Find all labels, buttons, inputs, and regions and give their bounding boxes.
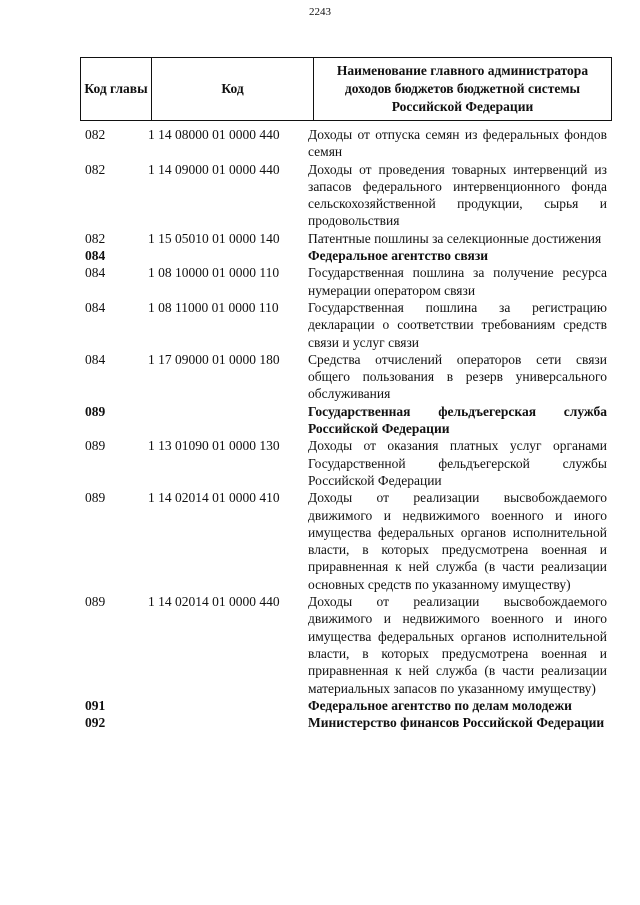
- table-row: [85, 230, 607, 247]
- code-cell: 1 08 11000 01 0000 110: [148, 299, 279, 315]
- chapter-code-cell: 092: [85, 715, 106, 731]
- code-cell: 1 15 05010 01 0000 140: [148, 230, 280, 246]
- code-cell: 1 14 08000 01 0000 440: [148, 127, 280, 142]
- table-row: [85, 593, 607, 697]
- chapter-code-cell: 089: [85, 438, 106, 454]
- code-cell: 1 14 02014 01 0000 440: [148, 594, 280, 610]
- chapter-code-cell: 082: [85, 230, 106, 246]
- name-cell: Доходы от реализации высвобождаемого движимого и недвижимого военного и иного имущества федеральных органов исполнительной власти, в которых предусмотрена военная и приравненная к ней служба (в части реализации основных средств по указанному имуществу): [308, 490, 607, 592]
- header-chapter-code: Код главы: [81, 58, 152, 121]
- name-cell: Доходы от проведения товарных интервенций из запасов федерального интервенционного фонда сельскохозяйственной продукции, сырья и продовольствия: [308, 161, 607, 229]
- chapter-code-cell: 082: [85, 161, 106, 177]
- name-cell: Средства отчислений операторов сети связи общего пользования в резерв универсального обслуживания: [308, 351, 607, 402]
- code-cell: 1 17 09000 01 0000 180: [148, 351, 280, 367]
- name-cell: Государственная пошлина за регистрацию декларации о соответствии требованиям средств связи и услуг связи: [308, 299, 607, 350]
- table-body: [85, 126, 607, 731]
- table-row: [85, 299, 607, 351]
- section-row: [85, 247, 607, 264]
- administrator-heading: Министерство финансов Российской Федерации: [308, 715, 605, 731]
- name-cell: Патентные пошлины за селекционные достижения: [308, 230, 602, 246]
- code-cell: 1 08 10000 01 0000 110: [148, 265, 280, 281]
- chapter-code-cell: 089: [85, 490, 106, 506]
- table-header: [80, 57, 612, 121]
- chapter-code-cell: 084: [85, 299, 106, 315]
- chapter-code-cell: 084: [85, 265, 106, 281]
- table-row: [85, 437, 607, 489]
- administrator-heading: Федеральное агентство связи: [308, 248, 489, 264]
- administrator-heading: Государственная фельдъегерская служба Российской Федерации: [308, 403, 607, 437]
- section-row: [85, 403, 607, 438]
- chapter-code-cell: 084: [85, 248, 106, 264]
- administrator-heading: Федеральное агентство по делам молодежи: [308, 697, 572, 713]
- code-cell: 1 13 01090 01 0000 130: [148, 438, 280, 454]
- name-cell: Государственная пошлина за получение ресурса нумерации оператором связи: [308, 265, 607, 298]
- header-administrator-name: Наименование главного администратора доходов бюджетов бюджетной системы Российской Федерации: [314, 58, 612, 121]
- table-row: [85, 126, 607, 161]
- chapter-code-cell: 082: [85, 127, 106, 142]
- name-cell: Доходы от отпуска семян из федеральных фондов семян: [308, 127, 607, 160]
- section-row: [85, 697, 607, 714]
- code-cell: 1 14 09000 01 0000 440: [148, 161, 280, 177]
- code-cell: 1 14 02014 01 0000 410: [148, 490, 280, 506]
- table-row: [85, 351, 607, 403]
- page-number: 2243: [309, 6, 331, 18]
- section-row: [85, 714, 607, 731]
- header-code: Код: [152, 58, 314, 121]
- chapter-code-cell: 089: [85, 403, 106, 419]
- table-row: [85, 489, 607, 593]
- name-cell: Доходы от оказания платных услуг органами Государственной фельдъегерской службы Российской Федерации: [308, 438, 607, 488]
- chapter-code-cell: 084: [85, 351, 106, 367]
- table-row: [85, 264, 607, 299]
- name-cell: Доходы от реализации высвобождаемого движимого и недвижимого военного и иного имущества федеральных органов исполнительной власти, в которых предусмотрена военная и приравненная к ней служба (в части реализации материальных запасов по указанному имуществу): [308, 594, 607, 696]
- chapter-code-cell: 089: [85, 594, 106, 610]
- chapter-code-cell: 091: [85, 697, 106, 713]
- table-row: [85, 161, 607, 230]
